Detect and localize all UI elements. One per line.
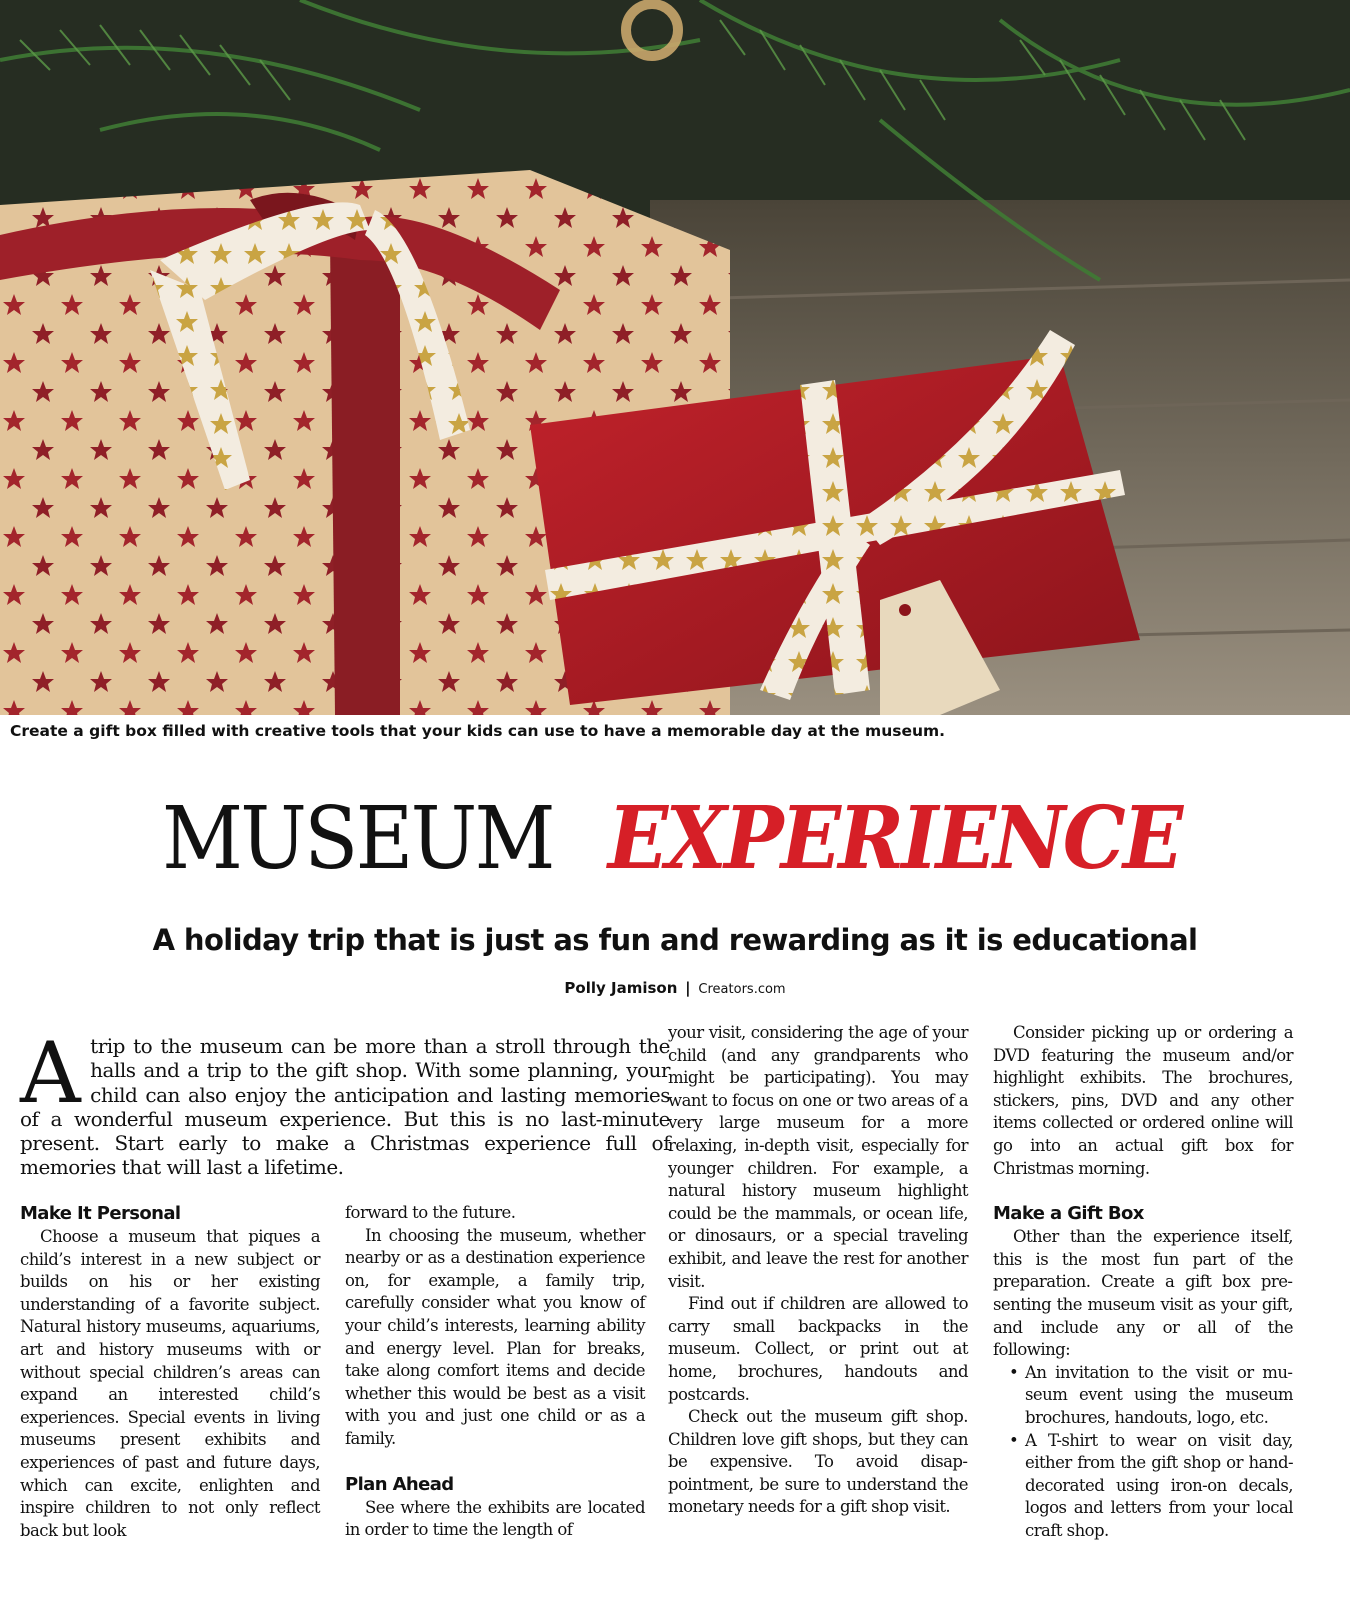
headline-part-1: MUSEUM [161, 789, 553, 889]
paragraph: Check out the museum gift shop. Children love gift shops, but they can be expensive. To avoid disappointment, be sure to understand the monetary needs for a gift shop visit. [668, 1407, 968, 1517]
article-column-4 [993, 1022, 1293, 1542]
paragraph: In choosing the museum, whether nearby or as a destination experience on, for example, a family trip, carefully consider what you know of your child’s interests, learning ability and energy level. Plan for breaks, take along comfort items and decide whether this would be best as a visit with you and just one child or as a family. [345, 1225, 645, 1448]
list-item: • A T-shirt to wear on visit day, either from the gift shop or hand-decorated using iron-on decals, logos and letters from your local craft shop. [993, 1430, 1293, 1543]
section-heading-plan-ahead: Plan Ahead [345, 1473, 454, 1495]
paragraph: Other than the experience itself, this is the most fun part of the preparation. Create a gift box presenting the museum visit as your gift, and include any or all of the following: [993, 1227, 1293, 1360]
byline-author: Polly Jamison [564, 979, 678, 997]
article-column-2 [345, 1202, 645, 1542]
photo-caption: Create a gift box filled with creative tools that your kids can use to have a memorable day at the museum. [10, 722, 946, 740]
paragraph-continued: forward to the future. [345, 1203, 516, 1222]
hero-photo [0, 0, 1350, 715]
byline [0, 979, 1350, 997]
list-item: • An invitation to the visit or museum event using the museum brochures, handouts, logo, etc. [993, 1362, 1293, 1430]
headline-part-2: EXPERIENCE [607, 788, 1181, 889]
section-heading-make-it-personal: Make It Personal [20, 1203, 181, 1224]
byline-separator: | [685, 979, 691, 997]
intro-text: trip to the museum can be more than a stroll through the halls and a trip to the gift shop. With some planning, your child can also enjoy the anticipation and lasting memories of a wonderful museum experience. But this is no last-minute present. Start early to make a Christmas experience full of memories that will last a lifetime. [20, 1034, 670, 1180]
byline-source: Creators.com [698, 982, 786, 997]
paragraph: Choose a museum that piques a child’s interest in a new subject or builds on his or her existing understanding of a favorite subject. Natural history museums, aquariums, art and history museums with or without special children’s areas can expand an interested child’s experiences. Special events in living museums present exhibits and experiences of past and future days, which can excite, enlighten and inspire children to not only reflect back but look [20, 1227, 320, 1540]
gift-box-list [993, 1362, 1293, 1543]
drop-cap: A [20, 1024, 81, 1122]
paragraph: Find out if children are allowed to carry small backpacks in the museum. Collect, or print out at home, brochures, handouts and postcards. [668, 1294, 968, 1404]
article-column-3 [668, 1022, 968, 1519]
article-column-1 [20, 1202, 320, 1542]
intro-paragraph [20, 1024, 670, 1180]
headline [0, 788, 1350, 889]
paragraph: See where the exhibits are located in order to time the length of [345, 1497, 645, 1540]
section-heading-make-a-gift-box: Make a Gift Box [993, 1203, 1144, 1225]
gift-boxes-illustration [0, 0, 1350, 715]
subheadline: A holiday trip that is just as fun and rewarding as it is educational [152, 923, 1198, 957]
paragraph-continued: your visit, considering the age of your child (and any grandparents who might be participating). You may want to focus on one or two areas of a very large museum for a more relaxing, in-depth visit, especially for younger children. For example, a natural history museum highlight could be the mammals, or ocean life, or dinosaurs, or a special traveling exhibit, and leave the rest for another visit. [668, 1023, 968, 1291]
paragraph: Consider picking up or ordering a DVD featuring the museum and/or highlight exhibits. The brochures, stickers, pins, DVD and any other items collected or ordered online will go into an actual gift box for Christmas morning. [993, 1023, 1293, 1178]
